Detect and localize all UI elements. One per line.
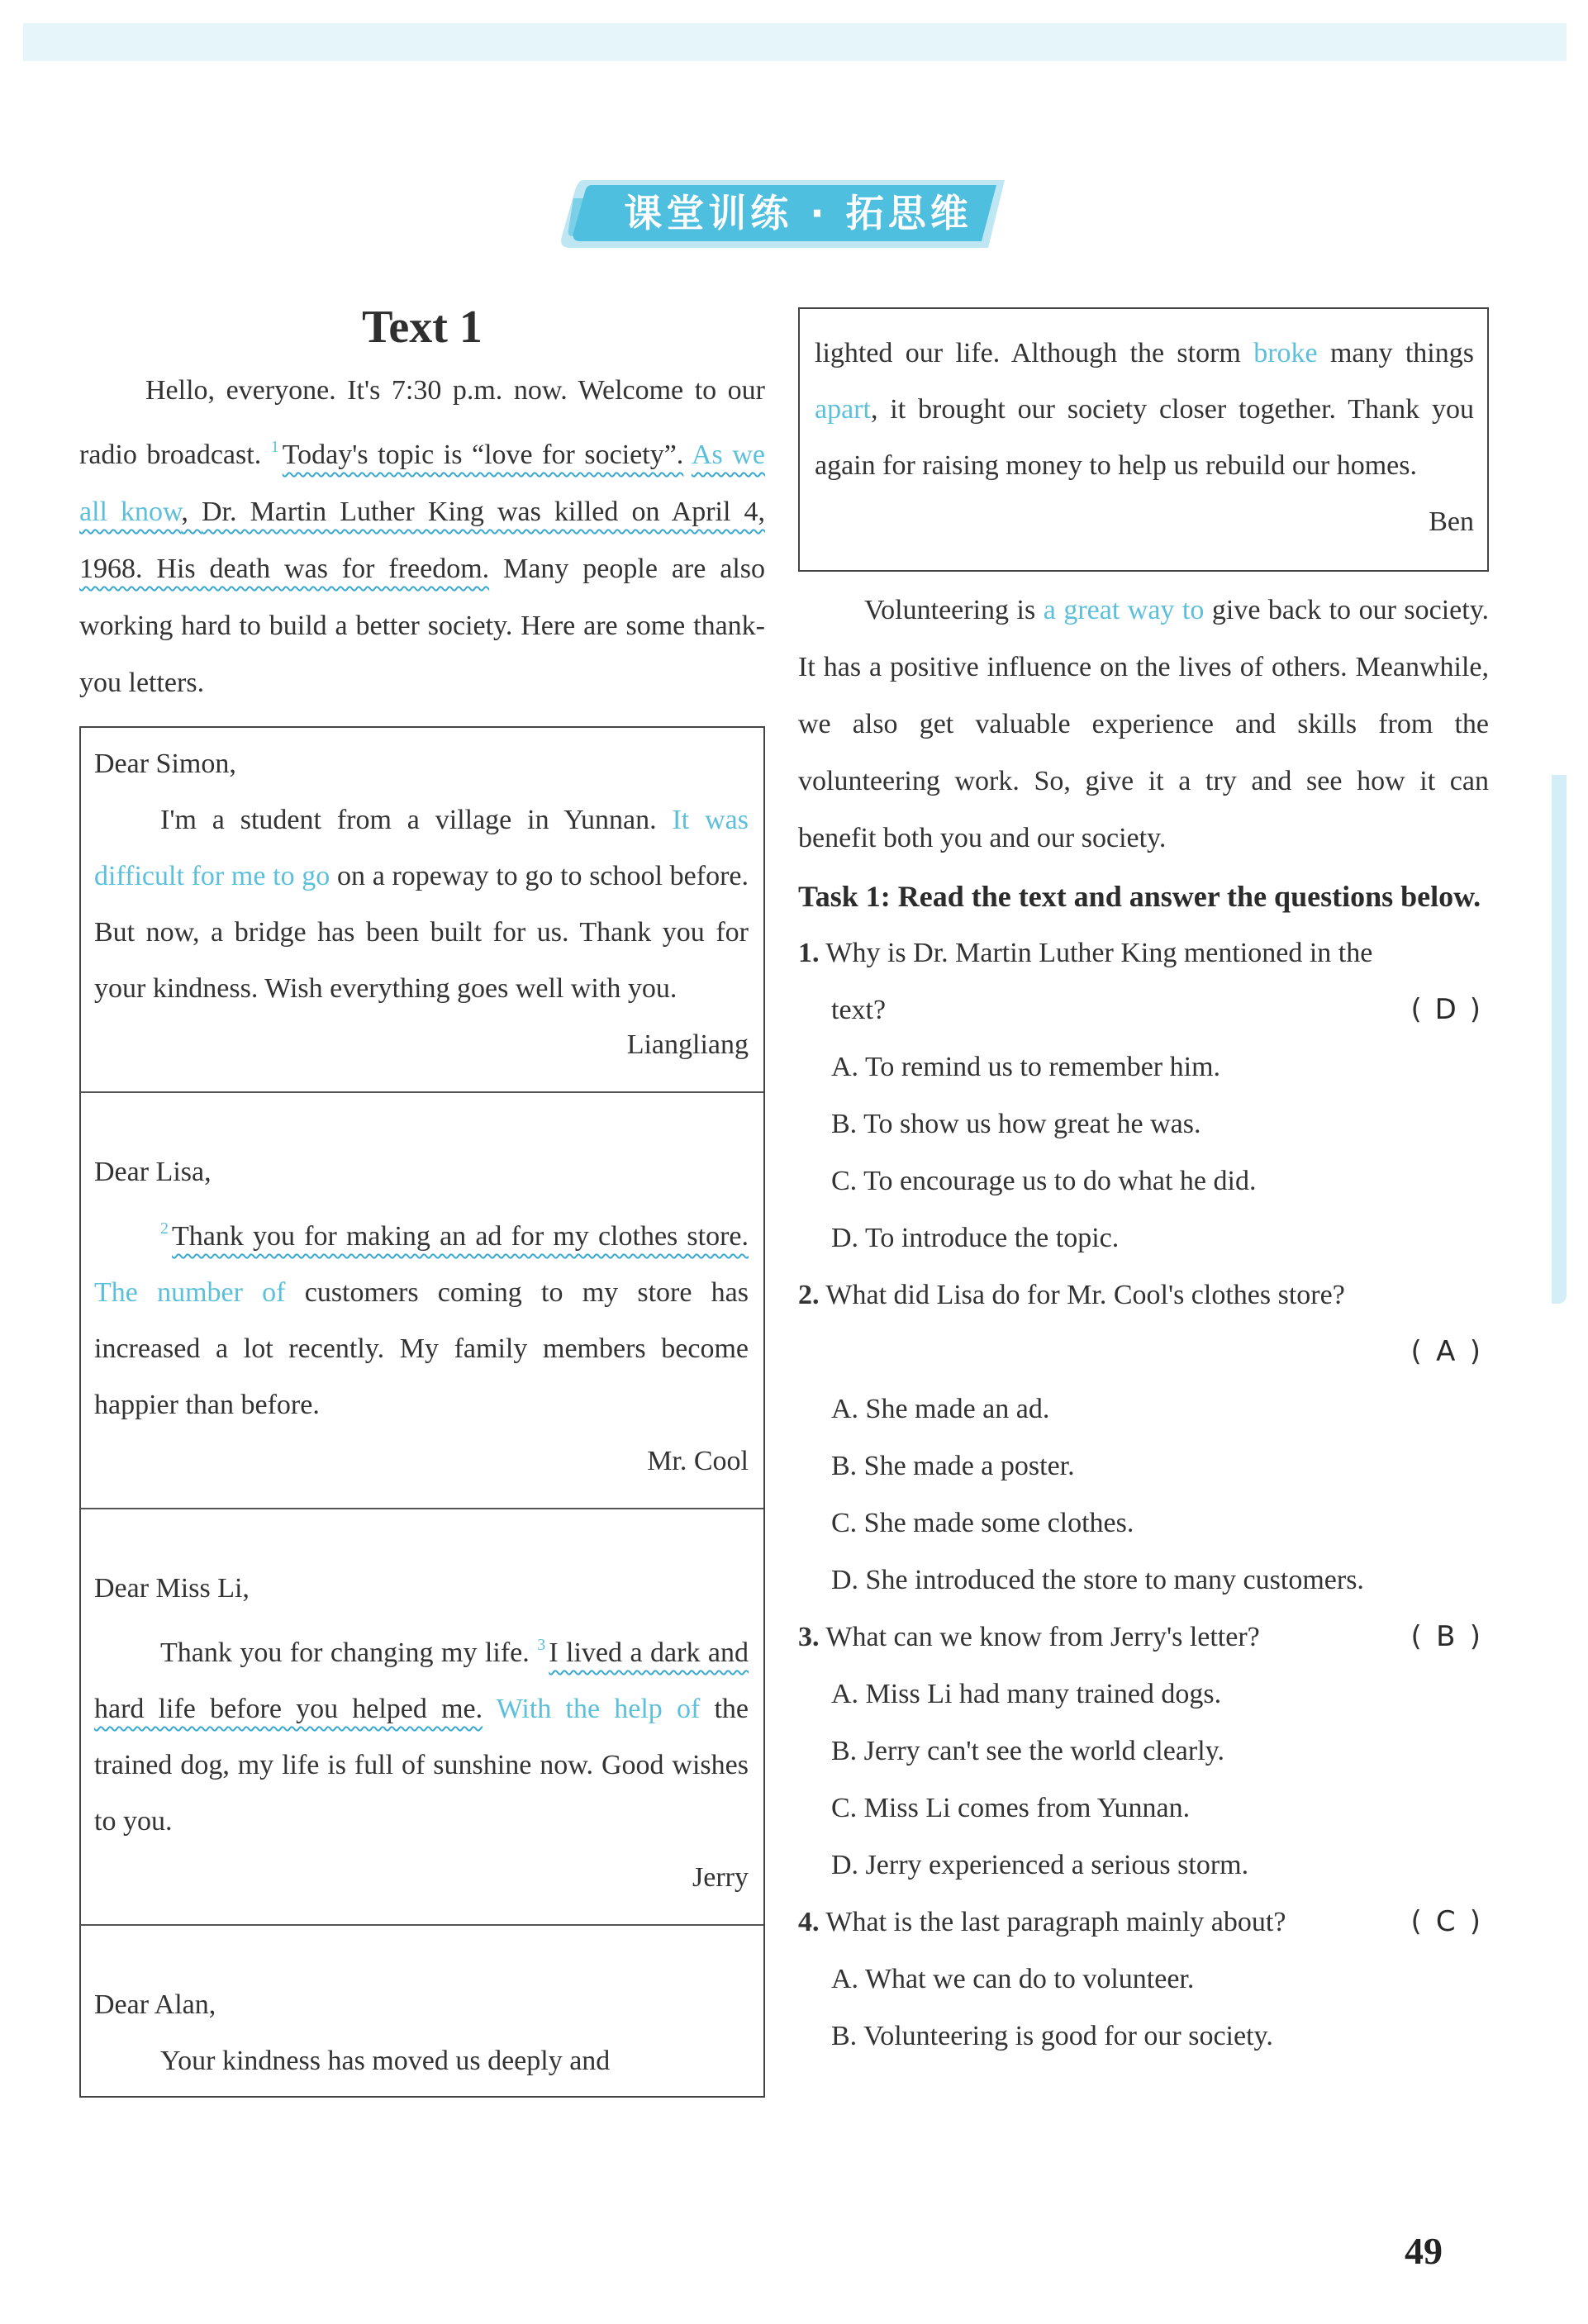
paren-open: ( (1410, 1620, 1422, 1653)
task-instruction: Read the text and answer the questions below. (897, 880, 1481, 913)
question-text: Why is Dr. Martin Luther King mentioned in the (825, 938, 1373, 968)
answer-line (798, 1324, 1489, 1381)
text-run: 2 (160, 1219, 169, 1238)
top-color-band (23, 23, 1567, 61)
letter-simon (81, 728, 763, 1093)
question-list (798, 924, 1489, 2065)
answer-option: A. She made an ad. (831, 1394, 1050, 1424)
text-run: As we all know (79, 440, 765, 527)
page-number: 49 (1405, 2230, 1443, 2272)
letter-signature: Ben (1429, 506, 1474, 537)
text-run: 1 (270, 438, 279, 456)
intro-paragraph (79, 362, 765, 711)
text-run: Today's topic is “love for society”. (282, 440, 684, 470)
answer-bracket (1410, 1609, 1481, 1666)
letter-greeting: Dear Simon, (94, 749, 236, 779)
right-column (798, 307, 1489, 2065)
answer-option: D. Jerry experienced a serious storm. (831, 1850, 1249, 1880)
letter-signature: Liangliang (626, 1029, 749, 1060)
paren-close: ) (1469, 1335, 1481, 1368)
text-run: , it brought our society closer together. Thank you again for raising money to help us rebuild our homes. (815, 394, 1474, 481)
letter-lisa (81, 1093, 763, 1509)
letter-miss-li (81, 1509, 763, 1926)
text-run: apart (815, 394, 871, 425)
question-number: 1. (798, 938, 820, 968)
question-text-cont: text? (831, 995, 887, 1025)
letter-body (94, 1617, 749, 1850)
letter-body (94, 1200, 749, 1433)
text-run: Thank you for changing my life. (160, 1637, 538, 1668)
answer-option: C. Miss Li comes from Yunnan. (831, 1793, 1191, 1823)
paren-close: ) (1469, 993, 1481, 1026)
answer-bracket (1410, 1894, 1481, 1951)
text-run: lighted our life. Although the storm (815, 338, 1254, 368)
answer-bracket (1410, 1324, 1481, 1381)
text-run: Dr. Martin Luther King was killed on April 4, 1968. His death was for freedom. (79, 497, 765, 584)
answer-option: D. To introduce the topic. (831, 1223, 1120, 1253)
question (798, 1267, 1489, 1324)
paren-open: ( (1410, 1335, 1422, 1368)
question-text: What is the last paragraph mainly about? (825, 1907, 1286, 1937)
question-number: 4. (798, 1907, 820, 1937)
letter-signature: Jerry (692, 1862, 749, 1893)
text-run: Volunteering is (864, 595, 1044, 625)
text-run (683, 440, 692, 470)
letter-body (94, 792, 749, 1017)
text-run: It was difficult for me to go (94, 805, 749, 891)
letter-greeting: Dear Miss Li, (94, 1573, 250, 1604)
volunteer-paragraph (798, 582, 1489, 867)
answer-letter: C (1435, 1905, 1456, 1938)
question (798, 924, 1489, 981)
letter-alan (81, 1926, 763, 2096)
question (798, 1894, 1489, 1951)
answer-option: C. To encourage us to do what he did. (831, 1166, 1257, 1196)
answer-bracket (1410, 981, 1481, 1038)
question-number: 3. (798, 1622, 820, 1652)
answer-option: A. To remind us to remember him. (831, 1052, 1221, 1082)
letter-ben-continued (798, 307, 1489, 572)
text-run: many things (1317, 338, 1474, 368)
text-run: a great way to (1043, 595, 1205, 625)
paren-close: ) (1469, 1905, 1481, 1938)
text-run: With the help of (496, 1694, 701, 1724)
letter-body (94, 2033, 749, 2089)
letters-box (79, 726, 765, 2098)
text-run: customers coming to my store has increased a lot recently. My family members become happier than before. (94, 1277, 749, 1420)
text-run: The number of (94, 1277, 286, 1308)
text-run: I lived a dark and hard life before you helped me. (94, 1637, 749, 1724)
text-run: the trained dog, my life is full of sunshine now. Good wishes to you. (94, 1694, 749, 1837)
text-title: Text 1 (362, 302, 483, 353)
text-run: on a ropeway to go to school before. But now, a bridge has been built for us. Thank you for your kindness. Wish everything goes well with you. (94, 861, 749, 1004)
answer-option: C. She made some clothes. (831, 1508, 1134, 1538)
answer-option: B. She made a poster. (831, 1451, 1075, 1481)
answer-option: A. What we can do to volunteer. (831, 1964, 1195, 1994)
question (798, 1609, 1489, 1666)
text-run: , (181, 497, 202, 527)
paren-close: ) (1469, 1620, 1481, 1653)
letter-signature: Mr. Cool (647, 1446, 749, 1476)
text-run: Your kindness has moved us deeply and (160, 2046, 611, 2076)
text-run (483, 1694, 497, 1724)
answer-option: B. Volunteering is good for our society. (831, 2021, 1273, 2051)
text-run: Many people are also working hard to build a better society. Here are some thank-you letters. (79, 554, 765, 698)
text-run: Thank you for making an ad for my clothes store. (172, 1221, 749, 1252)
answer-option: A. Miss Li had many trained dogs. (831, 1679, 1222, 1709)
answer-option: B. To show us how great he was. (831, 1109, 1201, 1139)
question-continued (798, 981, 1489, 1038)
banner-title: 课堂训练 · 拓思维 (624, 191, 972, 235)
question-number: 2. (798, 1280, 820, 1310)
answer-letter: B (1436, 1620, 1456, 1653)
answer-letter: D (1434, 993, 1457, 1026)
text-run: I'm a student from a village in Yunnan. (160, 805, 673, 835)
letter-greeting: Dear Lisa, (94, 1157, 212, 1187)
text-run: give back to our society. It has a positive influence on the lives of others. Meanwhile, we also get valuable experience and skills from the volunteering work. So, give it a try and see how it can benefit both you and our society. (798, 595, 1489, 853)
text-run: 3 (537, 1636, 546, 1654)
letter-greeting: Dear Alan, (94, 1989, 216, 2020)
answer-letter: A (1436, 1335, 1456, 1368)
question-text: What did Lisa do for Mr. Cool's clothes store? (825, 1280, 1345, 1310)
text-run: broke (1253, 338, 1318, 368)
paren-open: ( (1410, 1905, 1422, 1938)
side-tab (1552, 775, 1567, 1304)
task-heading (798, 868, 1489, 924)
section-banner (559, 175, 1018, 251)
text-run: Hello, everyone. It's 7:30 p.m. now. Welcome to our radio broadcast. (79, 375, 765, 470)
letter-body (815, 326, 1474, 494)
paren-open: ( (1410, 993, 1422, 1026)
left-column (79, 297, 765, 2098)
answer-option: B. Jerry can't see the world clearly. (831, 1736, 1224, 1766)
answer-option: D. She introduced the store to many customers. (831, 1565, 1364, 1595)
task-label: Task 1: (798, 880, 891, 913)
question-text: What can we know from Jerry's letter? (825, 1622, 1260, 1652)
